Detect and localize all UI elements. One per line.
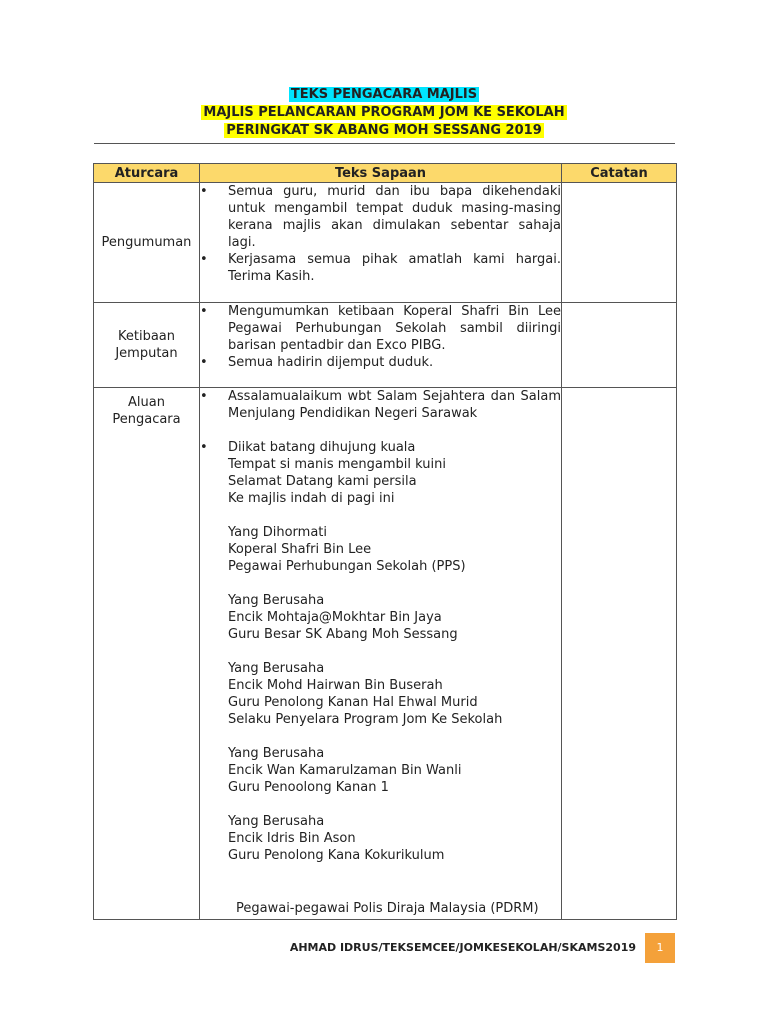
guest-block	[200, 745, 561, 796]
bullet-item	[200, 439, 561, 456]
guest-position: Guru Penolong Kanan Hal Ehwal Murid	[228, 695, 478, 710]
guest-name: Encik Wan Kamarulzaman Bin Wanli	[228, 763, 462, 778]
bullet-item	[200, 251, 561, 285]
aturcara-label-line-1: Aluan	[128, 395, 165, 410]
table-row	[94, 183, 677, 303]
page-number: 1	[645, 933, 675, 963]
column-header-teks-sapaan: Teks Sapaan	[200, 164, 562, 183]
guest-position: Pegawai Perhubungan Sekolah (PPS)	[228, 559, 466, 574]
guest-honorific: Yang Berusaha	[228, 593, 325, 608]
aturcara-cell	[94, 388, 200, 920]
aturcara-cell	[94, 183, 200, 303]
program-table	[93, 163, 677, 920]
aturcara-label: Pengumuman	[101, 235, 192, 250]
bullet-icon: •	[200, 355, 208, 370]
teks-sapaan-cell	[200, 183, 562, 303]
guest-name: Encik Mohd Hairwan Bin Buserah	[228, 678, 443, 693]
guest-position: Guru Besar SK Abang Moh Sessang	[228, 627, 458, 642]
bullet-icon: •	[200, 184, 208, 199]
pantun-line: Diikat batang dihujung kuala	[228, 440, 416, 455]
guest-honorific: Yang Berusaha	[228, 746, 325, 761]
pantun-line: Ke majlis indah di pagi ini	[228, 491, 395, 506]
teks-sapaan-cell	[200, 388, 562, 920]
guest-block	[200, 813, 561, 864]
guest-honorific: Yang Dihormati	[228, 525, 328, 540]
guest-name: Encik Mohtaja@Mokhtar Bin Jaya	[228, 610, 442, 625]
guest-block	[200, 524, 561, 575]
document-title	[0, 86, 768, 104]
aturcara-label-line-2: Pengacara	[112, 412, 181, 427]
bullet-text: Semua hadirin dijemput duduk.	[228, 355, 434, 370]
document-subtitle-2	[0, 122, 768, 140]
pdrm-line: Pegawai-pegawai Polis Diraja Malaysia (PDRM)	[236, 901, 539, 916]
title-line-3: PERINGKAT SK ABANG MOH SESSANG 2019	[226, 123, 542, 138]
bullet-icon: •	[200, 440, 208, 455]
column-header-aturcara: Aturcara	[94, 164, 200, 183]
table-header-row	[94, 164, 677, 183]
pantun-line: Tempat si manis mengambil kuini	[228, 457, 446, 472]
catatan-cell	[562, 183, 677, 303]
guest-name: Encik Idris Bin Ason	[228, 831, 356, 846]
guest-name: Koperal Shafri Bin Lee	[228, 542, 372, 557]
teks-sapaan-cell	[200, 303, 562, 388]
guest-position: Guru Penolong Kana Kokurikulum	[228, 848, 445, 863]
table-row	[94, 303, 677, 388]
table-row	[94, 388, 677, 920]
bullet-icon: •	[200, 304, 208, 319]
bullet-text: Kerjasama semua pihak amatlah kami hargai. Terima Kasih.	[228, 252, 561, 284]
bullet-icon: •	[200, 389, 208, 404]
bullet-item	[200, 183, 561, 251]
guest-position: Selaku Penyelara Program Jom Ke Sekolah	[228, 712, 503, 727]
catatan-cell	[562, 388, 677, 920]
bullet-item	[200, 388, 561, 422]
guest-honorific: Yang Berusaha	[228, 814, 325, 829]
guest-block	[200, 660, 561, 728]
guest-position: Guru Penoolong Kanan 1	[228, 780, 389, 795]
bullet-text: Semua guru, murid dan ibu bapa dikehendaki untuk mengambil tempat duduk masing-masing kerana majlis akan dimulakan sebentar sahaja lagi.	[228, 184, 561, 250]
bullet-item	[200, 303, 561, 354]
bullet-text: Mengumumkan ketibaan Koperal Shafri Bin Lee Pegawai Perhubungan Sekolah sambil diiringi barisan pentadbir dan Exco PIBG.	[228, 304, 561, 353]
catatan-cell	[562, 303, 677, 388]
column-header-catatan: Catatan	[562, 164, 677, 183]
bullet-item	[200, 354, 561, 371]
document-subtitle-1	[0, 104, 768, 122]
aturcara-label-line-1: Ketibaan	[117, 329, 175, 344]
title-line-1: TEKS PENGACARA MAJLIS	[290, 87, 478, 102]
header-divider	[94, 143, 675, 144]
guest-block	[200, 592, 561, 643]
pantun-line: Selamat Datang kami persila	[228, 474, 417, 489]
footer-reference: AHMAD IDRUS/TEKSEMCEE/JOMKESEKOLAH/SKAMS2019	[289, 941, 636, 954]
aturcara-label-line-2: Jemputan	[115, 346, 178, 361]
guest-honorific: Yang Berusaha	[228, 661, 325, 676]
bullet-text: Assalamualaikum wbt Salam Sejahtera dan Salam Menjulang Pendidikan Negeri Sarawak	[228, 389, 561, 421]
bullet-icon: •	[200, 252, 208, 267]
aturcara-cell	[94, 303, 200, 388]
title-line-2: MAJLIS PELANCARAN PROGRAM JOM KE SEKOLAH	[203, 105, 565, 120]
